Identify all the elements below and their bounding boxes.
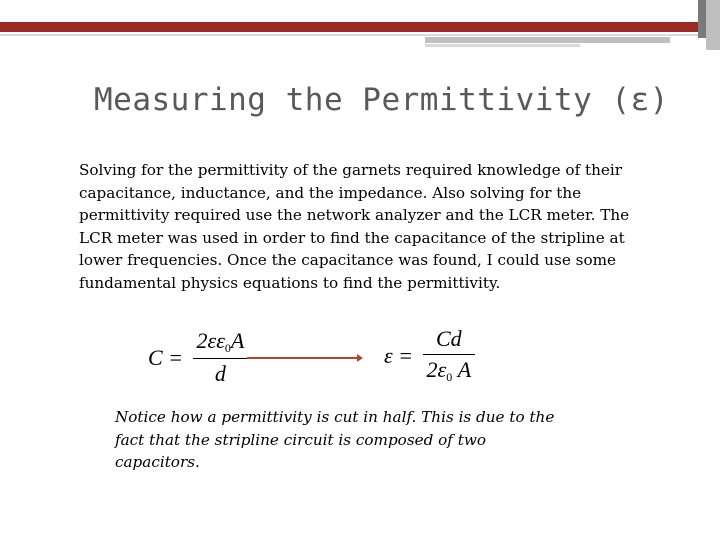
slide-title: Measuring the Permittivity (ε) bbox=[94, 82, 669, 118]
equation-right-denominator bbox=[423, 354, 476, 385]
num-tail: A bbox=[230, 328, 245, 353]
top-divider-line bbox=[0, 34, 700, 36]
accent-stripe-2 bbox=[425, 44, 580, 47]
right-corner-light-block bbox=[706, 0, 720, 50]
body-paragraph: Solving for the permittivity of the garnets required knowledge of their capacitance, inductance, and the impedance. Also solving for the permittivity required use the network analyzer and the LCR meter. The LCR meter was used in order to find the capacitance of the stripline at lower frequencies. Once the capacitance was found, I could use some fundamental physics equations to find the permittivity. bbox=[79, 161, 630, 292]
equation-left-fraction bbox=[193, 328, 249, 387]
right-arrow bbox=[247, 357, 359, 359]
equation-right-lhs: ε = bbox=[384, 342, 414, 368]
note-paragraph: Notice how a permittivity is cut in half. This is due to the fact that the stripline circuit is composed of two capacitors. bbox=[115, 408, 555, 472]
equation-right-fraction bbox=[423, 326, 476, 385]
equation-left-denominator: d bbox=[193, 358, 249, 387]
den-sub: 0 bbox=[446, 370, 453, 384]
den-main: 2ε bbox=[426, 357, 447, 382]
top-accent-bar bbox=[0, 22, 700, 32]
accent-stripe-1 bbox=[425, 37, 670, 43]
num-main: 2εε bbox=[196, 328, 225, 353]
num-sub: 0 bbox=[224, 341, 231, 355]
right-corner-dark-block bbox=[698, 0, 706, 38]
equation-left-numerator bbox=[193, 328, 249, 358]
equation-capacitance bbox=[148, 328, 248, 387]
den-tail: A bbox=[452, 357, 472, 382]
top-white-band bbox=[0, 0, 700, 22]
equation-right-numerator: Cd bbox=[435, 326, 462, 351]
equation-permittivity bbox=[384, 326, 475, 385]
equation-left-lhs: C = bbox=[148, 344, 184, 370]
